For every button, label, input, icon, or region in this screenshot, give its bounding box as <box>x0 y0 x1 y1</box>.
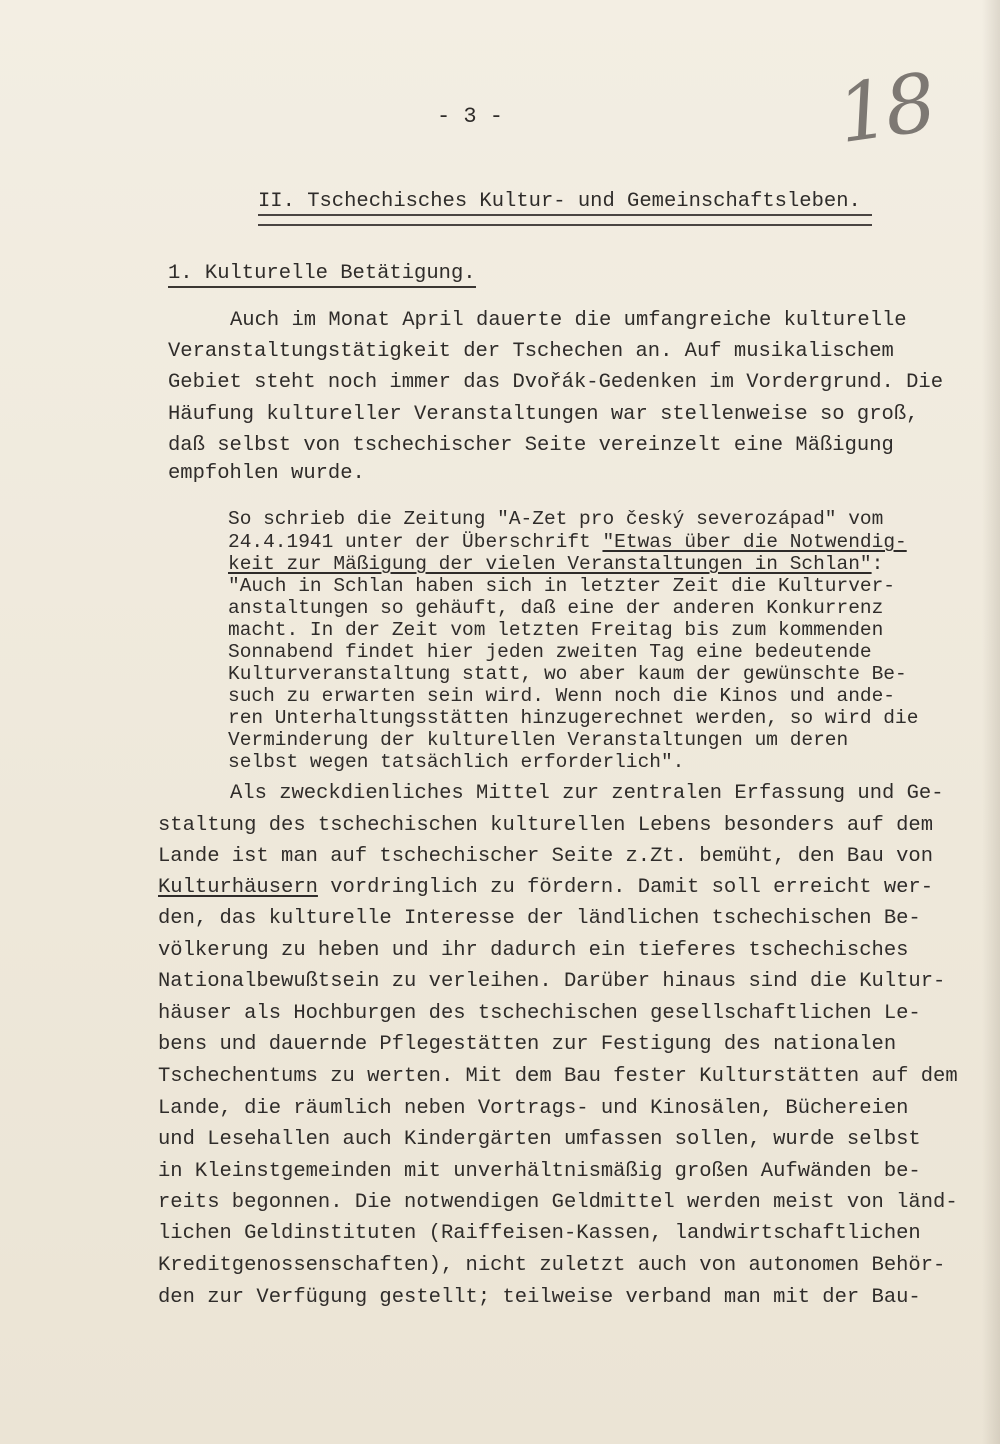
quote-line: So schrieb die Zeitung "A-Zet pro český severozápad" vom <box>228 508 884 530</box>
text-line: daß selbst von tschechischer Seite vereinzelt eine Mäßigung <box>168 434 894 457</box>
chapter-heading: II. Tschechisches Kultur- und Gemeinschaftsleben. <box>258 190 861 213</box>
text-line: Lande, die räumlich neben Vortrags- und Kinosälen, Büchereien <box>158 1097 909 1120</box>
heading-double-rule <box>258 214 872 226</box>
text-line: lichen Geldinstituten (Raiffeisen-Kassen, landwirtschaftlichen <box>158 1222 921 1245</box>
text-line: völkerung zu heben und ihr dadurch ein tieferes tschechisches <box>158 939 909 962</box>
text-line: Häufung kultureller Veranstaltungen war stellenweise so groß, <box>168 403 919 426</box>
text-line: Lande ist man auf tschechischer Seite z.Zt. bemüht, den Bau von <box>158 845 934 868</box>
quote-text: : <box>871 553 884 575</box>
text-line: den, das kulturelle Interesse der ländlichen tschechischen Be- <box>158 907 921 930</box>
text-line: Nationalbewußtsein zu verleihen. Darüber hinaus sind die Kultur- <box>158 970 946 993</box>
text-span: vordringlich zu fördern. Damit soll erreicht wer- <box>317 876 934 899</box>
text-line: bens und dauernde Pflegestätten zur Festigung des nationalen <box>158 1033 897 1056</box>
text-line: Kreditgenossenschaften), nicht zuletzt auch von autonomen Behör- <box>158 1254 946 1277</box>
text-line: in Kleinstgemeinden mit unverhältnismäßig großen Aufwänden be- <box>158 1160 921 1183</box>
quote-line: macht. In der Zeit vom letzten Freitag bis zum kommenden <box>228 619 884 641</box>
quote-line <box>228 553 883 575</box>
text-line: und Lesehallen auch Kindergärten umfassen sollen, wurde selbst <box>158 1128 921 1151</box>
text-line: Tschechentums zu werten. Mit dem Bau fester Kulturstätten auf dem <box>158 1065 958 1088</box>
underlined-term: Kulturhäusern <box>158 876 318 899</box>
text-line <box>158 876 933 899</box>
quote-line <box>228 531 907 553</box>
text-line: Veranstaltungstätigkeit der Tschechen an. Auf musikalischem <box>168 340 894 363</box>
quote-text: 24.4.1941 unter der Überschrift <box>228 531 603 553</box>
text-line: Auch im Monat April dauerte die umfangreiche kulturelle <box>230 309 907 332</box>
quote-line: selbst wegen tatsächlich erforderlich". <box>228 751 685 773</box>
quote-line: Kulturveranstaltung statt, wo aber kaum der gewünschte Be- <box>228 663 907 685</box>
page-number: - 3 - <box>436 104 503 129</box>
section-title: 1. Kulturelle Betätigung. <box>168 262 476 288</box>
text-line: staltung des tschechischen kulturellen Lebens besonders auf dem <box>158 814 934 837</box>
text-line: häuser als Hochburgen des tschechischen gesellschaftlichen Le- <box>158 1002 921 1025</box>
quote-line: Sonnabend findet hier jeden zweiten Tag eine bedeutende <box>228 641 872 663</box>
underlined-headline: "Etwas über die Notwendig- <box>602 531 907 553</box>
text-line: reits begonnen. Die notwendigen Geldmittel werden meist von länd- <box>158 1191 958 1214</box>
quote-line: ren Unterhaltungsstätten hinzugerechnet werden, so wird die <box>228 707 919 729</box>
text-line: empfohlen wurde. <box>168 462 365 485</box>
quote-line: "Auch in Schlan haben sich in letzter Zeit die Kulturver- <box>228 575 896 597</box>
handwritten-folio-number: 18 <box>831 55 938 162</box>
quote-line: such zu erwarten sein wird. Wenn noch die Kinos und ande- <box>228 685 896 707</box>
quote-line: Verminderung der kulturellen Veranstaltungen um deren <box>228 729 849 751</box>
page-edge-shadow <box>982 0 1000 1444</box>
text-line: Gebiet steht noch immer das Dvořák-Gedenken im Vordergrund. Die <box>168 371 944 394</box>
underlined-headline: keit zur Mäßigung der vielen Veranstaltungen in Schlan" <box>228 553 872 575</box>
text-line: den zur Verfügung gestellt; teilweise verband man mit der Bau- <box>158 1286 921 1309</box>
text-line: Als zweckdienliches Mittel zur zentralen Erfassung und Ge- <box>230 782 944 805</box>
quote-line: anstaltungen so gehäuft, daß eine der anderen Konkurrenz <box>228 597 884 619</box>
